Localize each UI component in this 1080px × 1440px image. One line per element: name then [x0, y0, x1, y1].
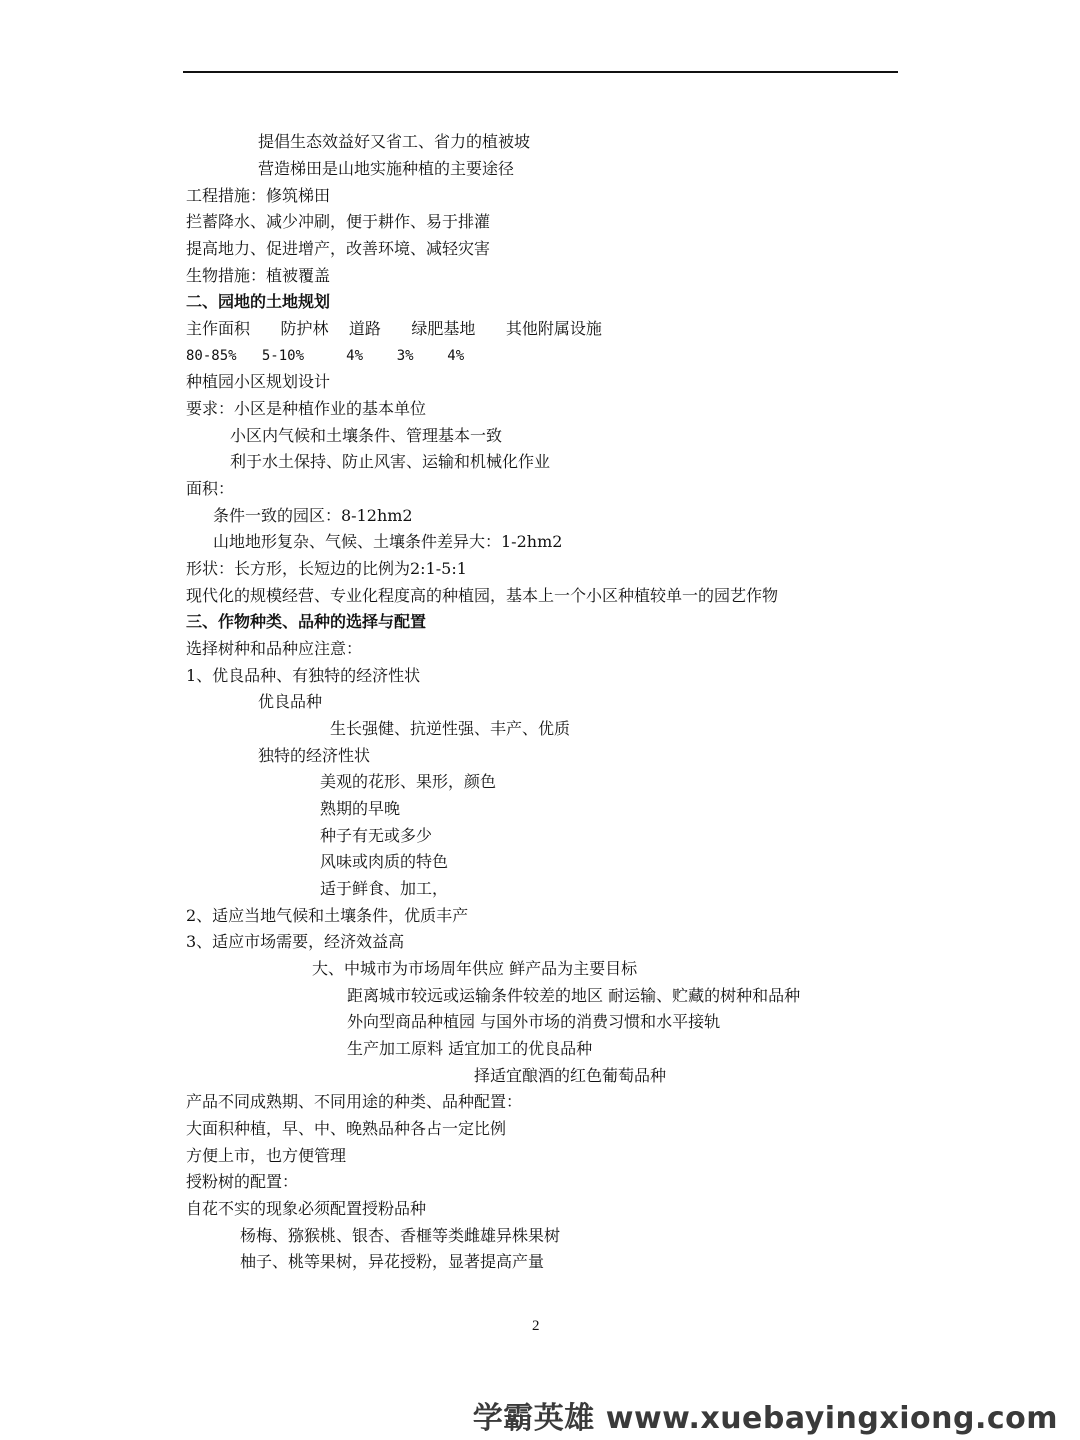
text-line: 面积： [186, 479, 235, 498]
text-line: 要求：小区是种植作业的基本单位 [186, 399, 427, 418]
text-line: 杨梅、猕猴桃、银杏、香榧等类雌雄异株果树 [240, 1226, 561, 1245]
text-line: 现代化的规模经营、专业化程度高的种植园，基本上一个小区种植较单一的园艺作物 [186, 586, 779, 605]
text-line: 柚子、桃等果树，异花授粉，显著提高产量 [240, 1252, 545, 1271]
text-line: 营造梯田是山地实施种植的主要途径 [258, 159, 515, 178]
text-line: 条件一致的园区：8-12hm2 [213, 506, 413, 525]
text-line: 拦蓄降水、减少冲刷，便于耕作、易于排灌 [186, 212, 491, 231]
text-line: 大、中城市为市场周年供应 鲜产品为主要目标 [312, 959, 638, 978]
text-line: 风味或肉质的特色 [320, 852, 449, 871]
text-line: 适于鲜食、加工， [320, 879, 449, 898]
text-line: 自花不实的现象必须配置授粉品种 [186, 1199, 427, 1218]
text-line: 熟期的早晚 [320, 799, 401, 818]
page-number: 2 [532, 1318, 540, 1334]
text-line: 生产加工原料 适宜加工的优良品种 [347, 1039, 593, 1058]
text-line: 外向型商品种植园 与国外市场的消费习惯和水平接轨 [347, 1012, 721, 1031]
text-line: 2、适应当地气候和土壤条件，优质丰产 [186, 906, 469, 925]
text-line: 主作面积 防护林 道路 绿肥基地 其他附属设施 [186, 319, 602, 338]
text-line: 利于水土保持、防止风害、运输和机械化作业 [230, 452, 551, 471]
text-line: 种子有无或多少 [320, 826, 433, 845]
text-line: 择适宜酿酒的红色葡萄品种 [474, 1066, 667, 1085]
header-rule [183, 71, 898, 73]
text-line: 优良品种 [258, 692, 323, 711]
text-line: 1、优良品种、有独特的经济性状 [186, 666, 421, 685]
text-line: 小区内气候和土壤条件、管理基本一致 [230, 426, 503, 445]
text-line: 种植园小区规划设计 [186, 372, 331, 391]
text-line: 提高地力、促进增产，改善环境、减轻灾害 [186, 239, 491, 258]
text-line: 选择树种和品种应注意： [186, 639, 363, 658]
text-line: 形状：长方形，长短边的比例为2:1-5:1 [186, 559, 467, 578]
text-line: 3、适应市场需要，经济效益高 [186, 932, 405, 951]
section-heading: 二、园地的土地规划 [186, 292, 331, 311]
text-line: 产品不同成熟期、不同用途的种类、品种配置： [186, 1092, 523, 1111]
section-heading: 三、作物种类、品种的选择与配置 [186, 612, 427, 631]
text-line: 80-85% 5-10% 4% 3% 4% [186, 348, 465, 364]
text-line: 生长强健、抗逆性强、丰产、优质 [330, 719, 571, 738]
watermark: 学霸英雄 www.xuebayingxiong.com [472, 1401, 1058, 1436]
text-line: 美观的花形、果形，颜色 [320, 772, 497, 791]
text-line: 山地地形复杂、气候、土壤条件差异大：1-2hm2 [213, 532, 563, 551]
text-line: 独特的经济性状 [258, 746, 371, 765]
text-line: 提倡生态效益好又省工、省力的植被坡 [258, 132, 531, 151]
text-line: 方便上市，也方便管理 [186, 1146, 347, 1165]
text-line: 距离城市较远或运输条件较差的地区 耐运输、贮藏的树种和品种 [347, 986, 801, 1005]
text-line: 工程措施：修筑梯田 [186, 186, 331, 205]
text-line: 大面积种植，早、中、晚熟品种各占一定比例 [186, 1119, 507, 1138]
text-line: 授粉树的配置： [186, 1172, 299, 1191]
text-line: 生物措施：植被覆盖 [186, 266, 331, 285]
